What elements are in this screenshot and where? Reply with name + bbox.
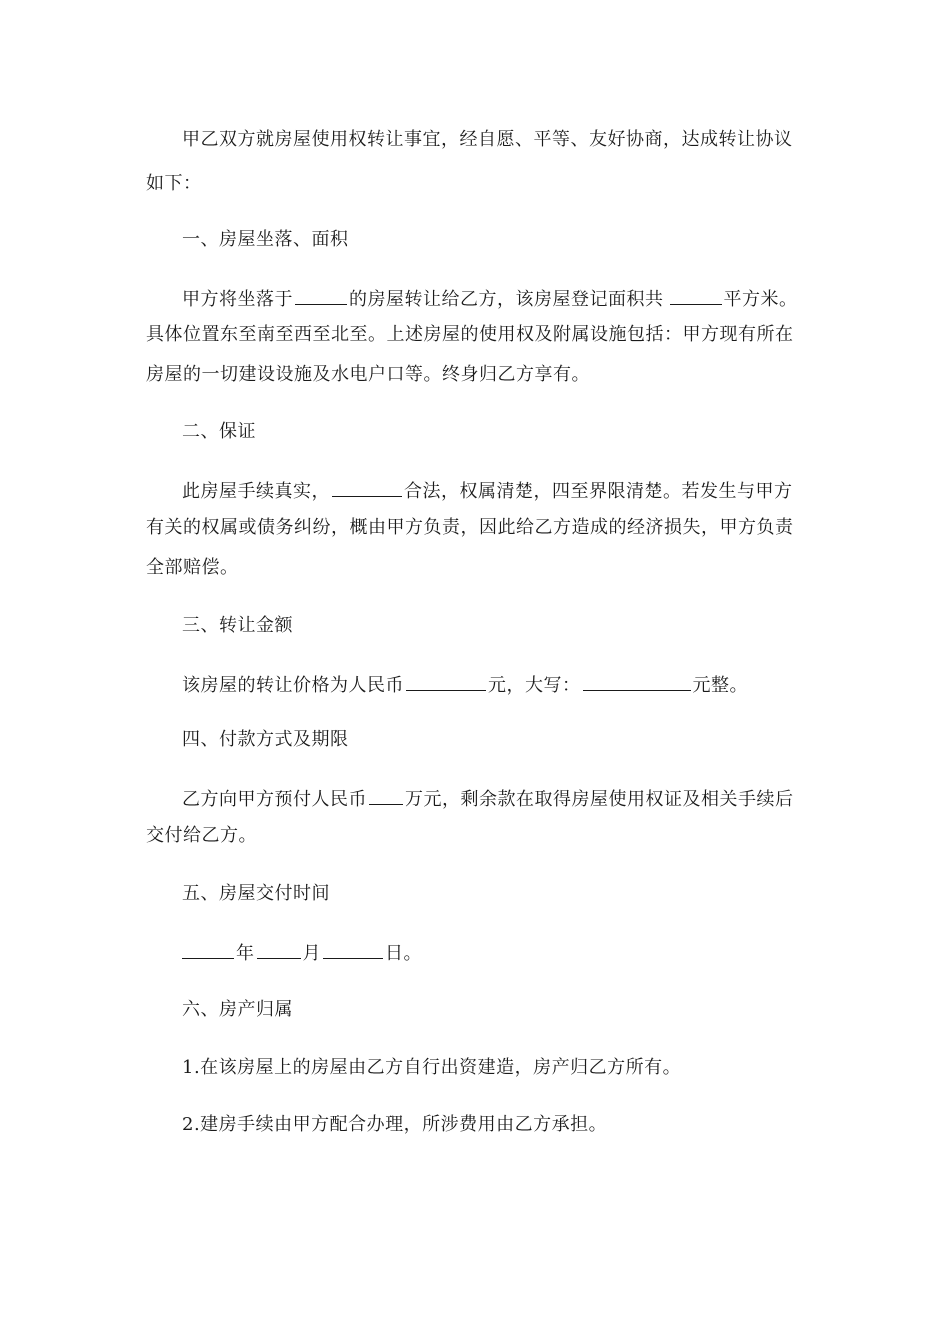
text-segment: 的房屋转让给乙方，该房屋登记面积共 <box>349 289 664 310</box>
section-1-paragraph-line-1 <box>182 286 816 312</box>
section-6-item-1: 1.在该房屋上的房屋由乙方自行出资建造，房产归乙方所有。 <box>182 1057 682 1078</box>
blank-day <box>323 940 383 959</box>
section-2-paragraph-line-2: 有关的权属或债务纠纷，概由甲方负责，因此给乙方造成的经济损失，甲方负责 <box>146 517 794 538</box>
blank-area <box>670 286 722 305</box>
blank-price-figures <box>406 672 486 691</box>
text-segment: 日。 <box>385 943 422 964</box>
text-segment: 元，大写： <box>488 675 581 696</box>
blank-prepayment <box>369 786 403 805</box>
text-segment: 甲方将坐落于 <box>182 289 293 310</box>
section-2-paragraph-line-1 <box>182 478 816 504</box>
section-4-paragraph-line-2: 交付给乙方。 <box>146 825 257 846</box>
text-segment: 元整。 <box>692 675 748 696</box>
section-4-paragraph-line-1 <box>182 786 816 812</box>
intro-line-1: 甲乙双方就房屋使用权转让事宜，经自愿、平等、友好协商，达成转让协议 <box>182 129 793 150</box>
section-6-item-2: 2.建房手续由甲方配合办理，所涉费用由乙方承担。 <box>182 1114 608 1135</box>
text-segment: 该房屋的转让价格为人民币 <box>182 675 404 696</box>
text-segment: 合法，权属清楚，四至界限清楚。若发生与甲方 <box>404 481 793 502</box>
text-segment: 万元，剩余款在取得房屋使用权证及相关手续后 <box>405 789 794 810</box>
blank-year <box>182 940 234 959</box>
section-3-heading: 三、转让金额 <box>182 615 293 636</box>
blank-price-words <box>583 672 691 691</box>
section-6-heading: 六、房产归属 <box>182 999 293 1020</box>
blank-location <box>295 286 347 305</box>
text-segment: 此房屋手续真实， <box>182 481 330 502</box>
section-1-paragraph-line-3: 房屋的一切建设设施及水电户口等。终身归乙方享有。 <box>146 364 590 385</box>
section-3-paragraph <box>182 672 816 698</box>
text-segment: 月 <box>302 943 321 964</box>
section-1-heading: 一、房屋坐落、面积 <box>182 229 349 250</box>
text-segment: 平方米。 <box>723 289 798 310</box>
section-5-heading: 五、房屋交付时间 <box>182 883 330 904</box>
text-segment: 年 <box>236 943 255 964</box>
section-1-paragraph-line-2: 具体位置东至南至西至北至。上述房屋的使用权及附属设施包括：甲方现有所在 <box>146 324 794 345</box>
blank-field <box>332 478 402 497</box>
intro-line-2: 如下： <box>146 173 202 194</box>
text-segment: 乙方向甲方预付人民币 <box>182 789 367 810</box>
section-4-heading: 四、付款方式及期限 <box>182 729 349 750</box>
section-2-heading: 二、保证 <box>182 421 256 442</box>
section-2-paragraph-line-3: 全部赔偿。 <box>146 557 239 578</box>
blank-month <box>257 940 301 959</box>
section-5-date-line <box>182 940 816 966</box>
